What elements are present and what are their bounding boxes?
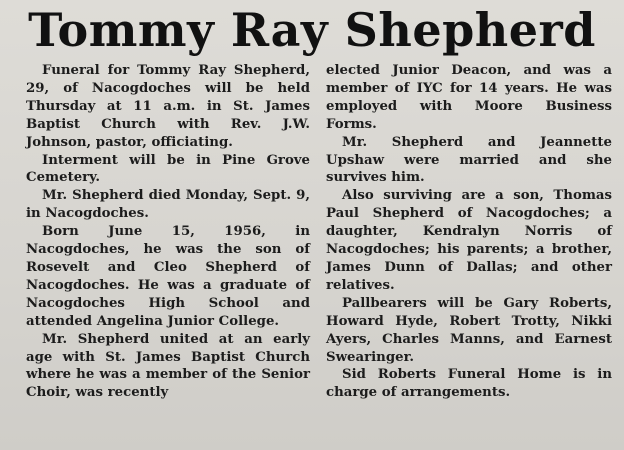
paragraph-church: Mr. Shepherd united at an early age with St. James Baptist Church where he was a member of the Senior Choir, was recently: [26, 331, 310, 401]
headline: Tommy Ray Shepherd: [28, 3, 596, 57]
paragraph-pallbearers: Pallbearers will be Gary Roberts, Howard Hyde, Robert Trotty, Nikki Ayers, Charles Manns, and Earnest Swearinger.: [326, 295, 612, 365]
right-column: [326, 62, 612, 402]
left-column: [26, 62, 310, 402]
paragraph-funeral: Funeral for Tommy Ray Shepherd, 29, of Nacogdoches will be held Thursday at 11 a.m. in St. James Baptist Church with Rev. J.W. Johnson, pastor, officiating.: [26, 63, 310, 150]
paragraph-death: Mr. Shepherd died Monday, Sept. 9, in Nacogdoches.: [26, 188, 310, 222]
paragraph-interment: Interment will be in Pine Grove Cemetery.: [26, 152, 310, 186]
paragraph-survivors: Also surviving are a son, Thomas Paul Shepherd of Nacogdoches; a daughter, Kendralyn Norris of Nacogdoches; his parents; a brother, James Dunn of Dallas; and other relatives.: [326, 188, 612, 293]
paragraph-arrangements: Sid Roberts Funeral Home is in charge of arrangements.: [326, 367, 612, 401]
paragraph-spouse: Mr. Shepherd and Jeannette Upshaw were married and she survives him.: [326, 134, 612, 186]
paragraph-church-continued: elected Junior Deacon, and was a member of IYC for 14 years. He was employed with Moore Business Forms.: [326, 63, 612, 132]
paragraph-birth: Born June 15, 1956, in Nacogdoches, he was the son of Rosevelt and Cleo Shepherd of Nacogdoches. He was a graduate of Nacogdoches High School and attended Angelina Junior College.: [26, 224, 310, 329]
